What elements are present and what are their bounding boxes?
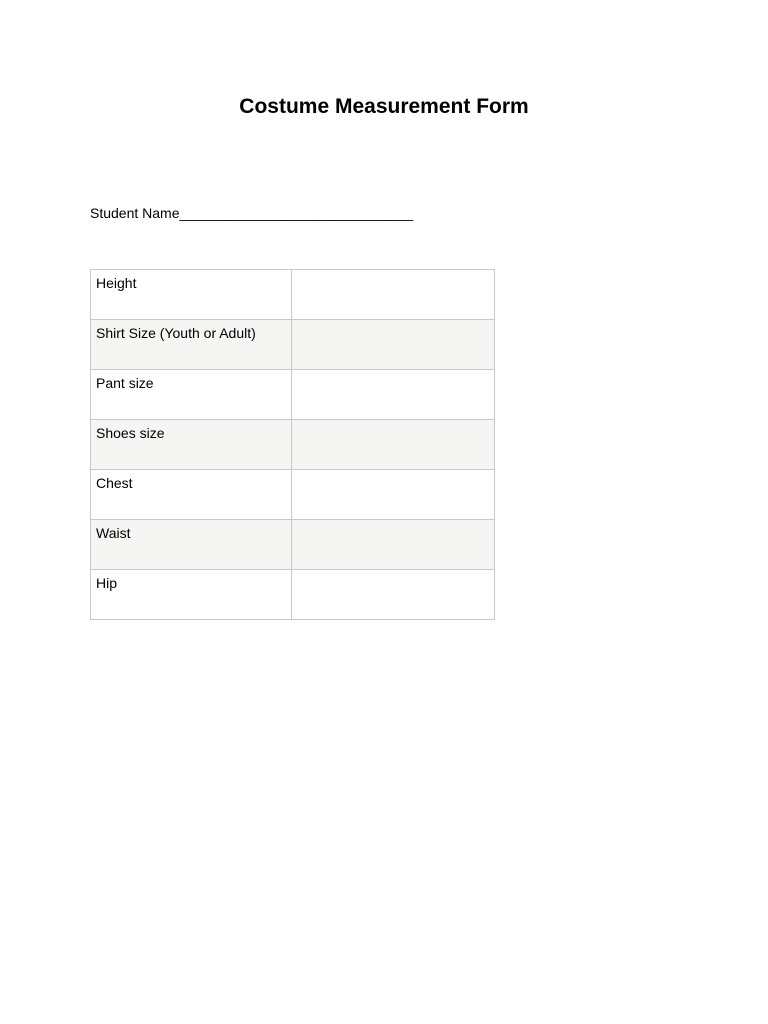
measurement-value-shirt-size[interactable] (292, 320, 495, 370)
table-row (91, 320, 495, 370)
student-name-field[interactable]: Student Name______________________________ (90, 205, 414, 221)
measurement-value-pant-size[interactable] (292, 370, 495, 420)
measurement-value-hip[interactable] (292, 570, 495, 620)
table-row (91, 570, 495, 620)
table-row (91, 370, 495, 420)
measurement-value-height[interactable] (292, 270, 495, 320)
table-row (91, 470, 495, 520)
measurement-label-pant-size: Pant size (91, 370, 292, 420)
measurement-value-waist[interactable] (292, 520, 495, 570)
measurement-label-shoes-size: Shoes size (91, 420, 292, 470)
measurement-value-chest[interactable] (292, 470, 495, 520)
page-title: Costume Measurement Form (239, 95, 529, 118)
measurement-label-waist: Waist (91, 520, 292, 570)
table-row (91, 520, 495, 570)
table-row (91, 270, 495, 320)
measurement-label-shirt-size: Shirt Size (Youth or Adult) (91, 320, 292, 370)
measurement-label-hip: Hip (91, 570, 292, 620)
measurement-label-chest: Chest (91, 470, 292, 520)
measurement-label-height: Height (91, 270, 292, 320)
measurement-table (90, 269, 495, 620)
table-row (91, 420, 495, 470)
measurement-value-shoes-size[interactable] (292, 420, 495, 470)
